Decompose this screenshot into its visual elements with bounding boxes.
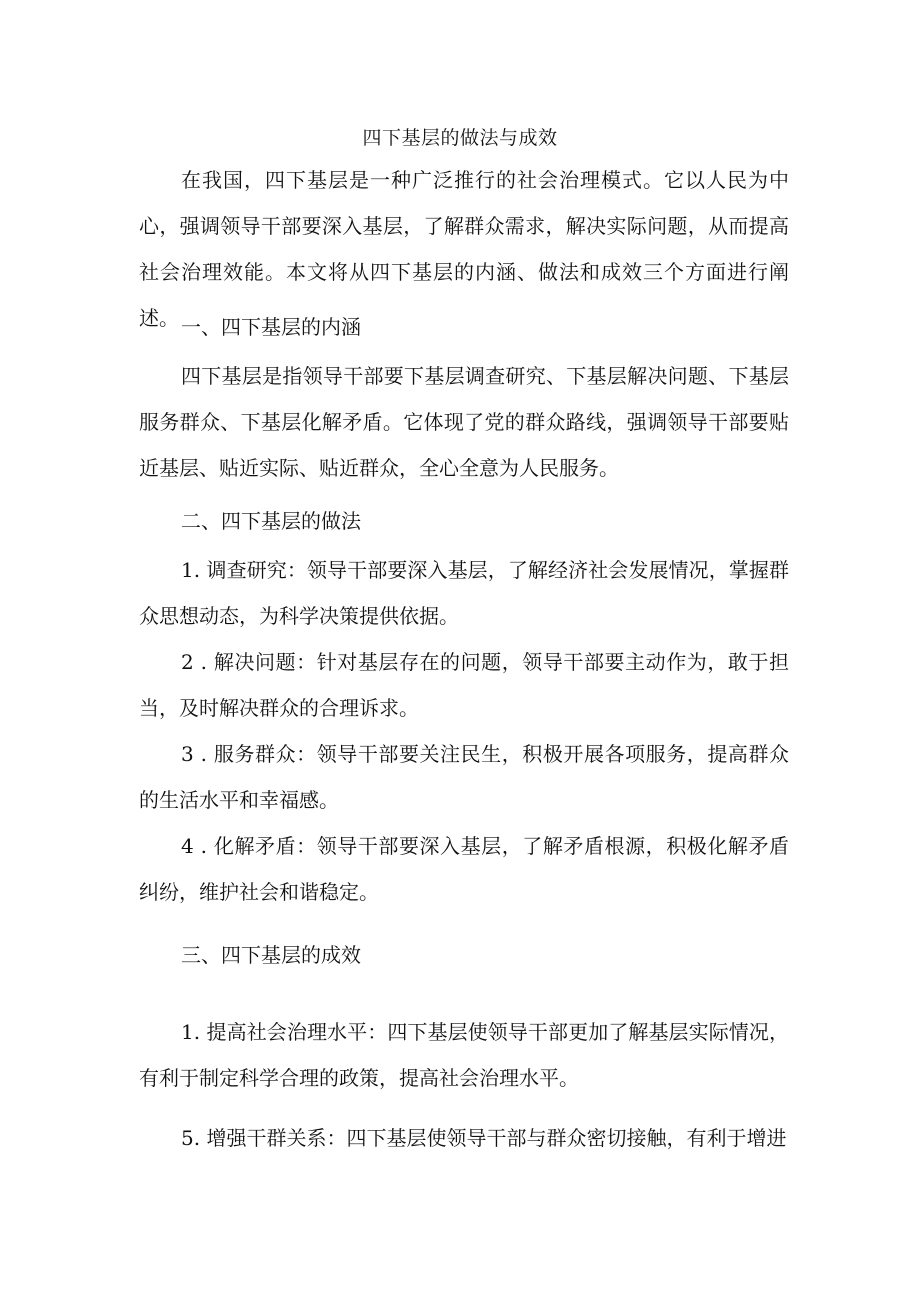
- section-heading-methods: 二、四下基层的做法: [181, 509, 361, 533]
- list-item-methods-2: 2 . 解决问题：针对基层存在的问题，领导干部要主动作为，敢于担当，及时解决群众的合理诉求。: [139, 650, 789, 720]
- section-heading-results: 三、四下基层的成效: [181, 943, 361, 967]
- list-item-results-1: 1. 提高社会治理水平：四下基层使领导干部更加了解基层实际情况，有利于制定科学合理的政策，提高社会治理水平。: [139, 1020, 789, 1090]
- list-item-methods-4: 4 . 化解矛盾：领导干部要深入基层，了解矛盾根源，积极化解矛盾纠纷，维护社会和谐稳定。: [139, 834, 789, 904]
- list-item-methods-1: 1. 调查研究：领导干部要深入基层，了解经济社会发展情况，掌握群众思想动态，为科学决策提供依据。: [139, 558, 789, 628]
- list-item-results-2: 5. 增强干群关系：四下基层使领导干部与群众密切接触，有利于增进: [181, 1126, 787, 1150]
- section-body-connotation: 四下基层是指领导干部要下基层调查研究、下基层解决问题、下基层服务群众、下基层化解矛盾。它体现了党的群众路线，强调领导干部要贴近基层、贴近实际、贴近群众，全心全意为人民服务。: [139, 364, 789, 480]
- intro-paragraph: 在我国，四下基层是一种广泛推行的社会治理模式。它以人民为中心，强调领导干部要深入基层，了解群众需求，解决实际问题，从而提高社会治理效能。本文将从四下基层的内涵、做法和成效三个方面进行阐述。: [139, 168, 789, 330]
- list-item-methods-3: 3 . 服务群众：领导干部要关注民生，积极开展各项服务，提高群众的生活水平和幸福感。: [139, 742, 789, 812]
- document-title: 四下基层的做法与成效: [362, 127, 558, 149]
- section-heading-connotation: 一、四下基层的内涵: [181, 315, 361, 339]
